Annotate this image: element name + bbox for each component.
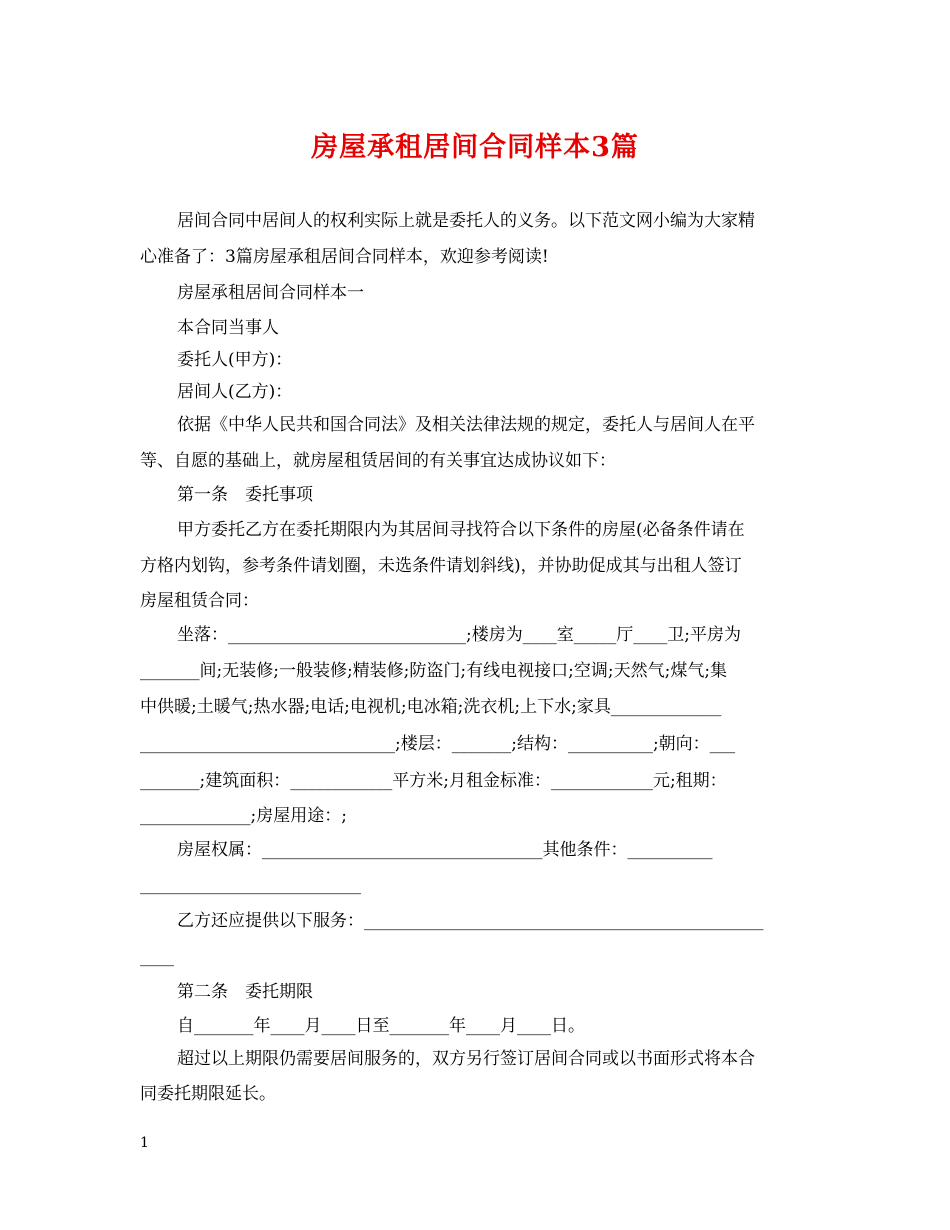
section-heading: 房屋承租居间合同样本一 (177, 283, 364, 303)
article-heading: 第二条 委托期限 (177, 982, 313, 1002)
form-line: ______________________________;楼层：_______;结构：__________;朝向：___ (140, 734, 736, 754)
form-line: 坐落：____________________________;楼房为____室_____厅____卫;平房为 (177, 625, 741, 645)
article-heading: 第一条 委托事项 (177, 485, 313, 505)
form-line: _____________;房屋用途：; (140, 806, 347, 826)
form-line: 自_______年____月____日至_______年____月____日。 (177, 1016, 585, 1036)
document-title: 房屋承租居间合同样本3篇 (311, 132, 639, 163)
paragraph-line: 同委托期限延长。 (140, 1084, 276, 1104)
paragraph-line: 居间人(乙方)： (177, 382, 293, 402)
paragraph-line: 甲方委托乙方在委托期限内为其居间寻找符合以下条件的房屋(必备条件请在 (177, 520, 745, 540)
paragraph-line: 超过以上期限仍需要居间服务的，双方另行签订居间合同或以书面形式将本合 (177, 1049, 755, 1069)
form-line: _______间;无装修;一般装修;精装修;防盗门;有线电视接口;空调;天然气;煤气;集 (140, 661, 728, 681)
paragraph-line: 心准备了：3篇房屋承租居间合同样本，欢迎参考阅读! (140, 247, 549, 267)
paragraph-line: 等、自愿的基础上，就房屋租赁居间的有关事宜达成协议如下： (140, 451, 616, 471)
form-line: 乙方还应提供以下服务：_______________________________________________ (177, 911, 764, 931)
paragraph-line: 委托人(甲方)： (177, 350, 293, 370)
form-line: ____ (140, 947, 174, 967)
paragraph-line: 依据《中华人民共和国合同法》及相关法律法规的规定，委托人与居间人在平 (177, 415, 755, 435)
paragraph-line: 方格内划钩，参考条件请划圈，未选条件请划斜线)，并协助促成其与出租人签订 (140, 556, 742, 576)
paragraph-line: 房屋租赁合同： (140, 591, 259, 611)
page-number: 1 (140, 1135, 149, 1151)
form-line: __________________________ (140, 875, 361, 895)
form-line: 中供暖;土暖气;热水器;电话;电视机;电冰箱;洗衣机;上下水;家具_____________ (140, 697, 722, 717)
paragraph-line: 居间合同中居间人的权利实际上就是委托人的义务。以下范文网小编为大家精 (177, 211, 755, 231)
form-line: 房屋权属：_________________________________其他条件：__________ (177, 840, 713, 860)
paragraph-line: 本合同当事人 (177, 318, 279, 338)
form-line: _______;建筑面积：____________平方米;月租金标准：____________元;租期： (140, 771, 727, 791)
